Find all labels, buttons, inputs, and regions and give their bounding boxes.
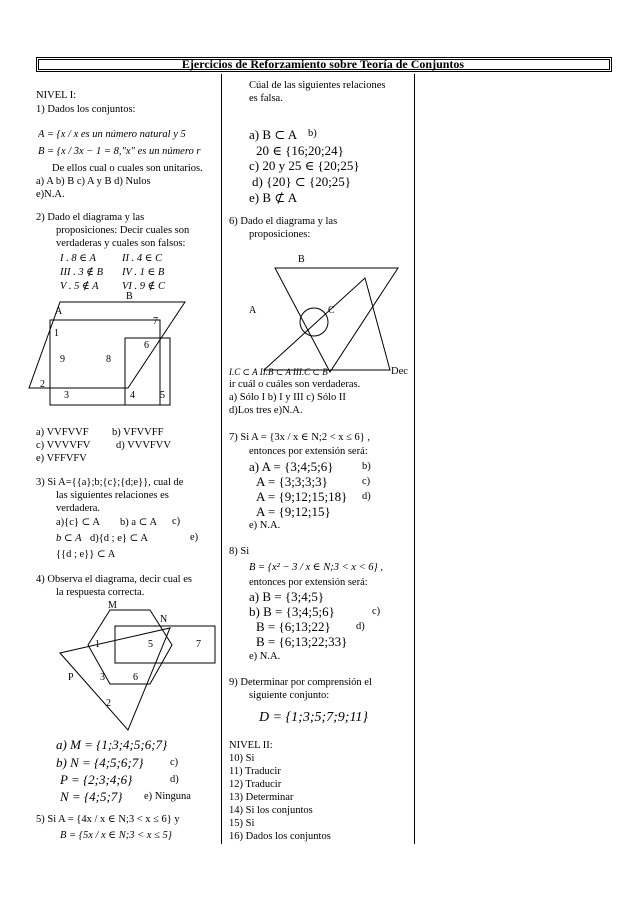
column-divider-left <box>221 74 222 844</box>
q6-propositions: I.C ⊂ A II.B ⊂ A III.C ⊂ B <box>229 367 328 377</box>
q2-heading-3: verdaderas y cuales son falsos: <box>56 238 186 249</box>
q7-option-b: A = {3;3;3;3} <box>256 474 328 489</box>
q2-venn-diagram <box>30 290 220 410</box>
q2-option-c: c) VVVVFV <box>36 440 91 451</box>
q8-option-d-label: d) <box>356 621 365 632</box>
n-6: 6 <box>133 672 138 683</box>
q5-cont-1: Cúal de las siguientes relaciones <box>249 80 386 91</box>
q5-option-c: c) 20 y 25 ∈ {20;25} <box>249 158 360 173</box>
q7-option-d-label: d) <box>362 491 371 502</box>
q5-option-b-label: b) <box>308 128 317 139</box>
q4-venn-diagram <box>60 598 220 738</box>
n-3: 3 <box>64 390 69 401</box>
set-b-triangle <box>275 268 398 372</box>
q1-question: De ellos cual o cuales son unitarios. <box>52 163 203 174</box>
q1-set-a: A = {x / x es un número natural y 5 <box>38 129 186 140</box>
q8-option-a: a) B = {3;4;5} <box>249 589 325 604</box>
nivel2-heading: NIVEL II: <box>229 740 273 751</box>
label-c: C <box>328 305 335 316</box>
q7-option-d: A = {9;12;15} <box>256 504 331 519</box>
page-title: Ejercicios de Reforzamiento sobre Teoría de Conjuntos <box>181 57 465 71</box>
nivel2-item-15: 15) Si <box>229 818 255 829</box>
set-a-triangle <box>264 278 390 370</box>
label-b: B <box>298 254 305 265</box>
n-3: 3 <box>100 672 105 683</box>
n-9: 9 <box>60 354 65 365</box>
q2-option-d: d) VVVFVV <box>116 440 171 451</box>
nivel2-item-10: 10) Si <box>229 753 255 764</box>
q3-option-c-label: c) <box>172 516 181 527</box>
q2-prop-6: VI . 9 ∉ C <box>122 281 166 292</box>
q8-option-b: b) B = {3;4;5;6} <box>249 604 335 619</box>
q4-option-d-label: d) <box>170 774 179 785</box>
column-divider-right <box>414 74 415 844</box>
label-a: A <box>55 306 63 317</box>
q8-option-d: B = {6;13;22;33} <box>256 634 348 649</box>
q2-prop-2: II . 4 ∈ C <box>122 253 163 264</box>
q6-options-2: d)Los tres e)N.A. <box>229 405 303 416</box>
q7-option-b-label: b) <box>362 461 371 472</box>
q6-heading-2: proposiciones: <box>249 229 311 240</box>
q7-option-c: A = {9;12;15;18} <box>256 489 348 504</box>
q4-heading-1: 4) Observa el diagrama, decir cual es <box>36 574 192 585</box>
n-6: 6 <box>144 340 149 351</box>
q2-prop-3: III . 3 ∉ B <box>60 267 104 278</box>
q2-heading-1: 2) Dado el diagrama y las <box>36 212 145 223</box>
q4-option-c: P = {2;3;4;6} <box>60 772 133 787</box>
q6-dec: Dec <box>391 366 408 377</box>
q6-heading-1: 6) Dado el diagrama y las <box>229 216 338 227</box>
q6-venn-diagram <box>240 250 410 385</box>
nivel2-item-11: 11) Traducir <box>229 766 281 777</box>
q5-cont-2: es falsa. <box>249 93 283 104</box>
q5-line-2: B = {5x / x ∈ N;3 < x ≤ 5} <box>60 830 172 841</box>
q9-heading-1: 9) Determinar por comprensión el <box>229 677 372 688</box>
set-b-parallelogram <box>29 302 185 388</box>
q5-option-b: 20 ∈ {16;20;24} <box>256 143 344 158</box>
q5-line-1: 5) Si A = {4x / x ∈ N;3 < x ≤ 6} y <box>36 814 180 825</box>
q3-option-c: b ⊂ A <box>56 533 82 544</box>
q2-prop-4: IV . 1 ∈ B <box>122 267 165 278</box>
label-p: P <box>68 672 74 683</box>
q3-heading-2: las siguientes relaciones es <box>56 490 169 501</box>
q5-option-e: e) B ⊄ A <box>249 190 298 205</box>
q7-option-e: e) N.A. <box>249 520 281 531</box>
q3-option-a: a){c} ⊂ A <box>56 517 100 528</box>
nivel2-item-14: 14) Si los conjuntos <box>229 805 313 816</box>
q9-set: D = {1;3;5;7;9;11} <box>259 710 369 725</box>
q3-heading-1: 3) Si A={{a};b;{c};{d;e}}, cual de <box>36 477 184 488</box>
q3-heading-3: verdadera. <box>56 503 101 514</box>
q7-sub: entonces por extensión será: <box>249 446 368 457</box>
nivel-heading: NIVEL I: <box>36 90 77 101</box>
q1-heading: 1) Dados los conjuntos: <box>36 104 136 115</box>
q6-options: a) Sólo I b) I y III c) Sólo II <box>229 392 346 403</box>
q2-option-e: e) VFFVFV <box>36 453 87 464</box>
q2-option-b: b) VFVVFF <box>112 427 164 438</box>
q4-option-a: a) M = {1;3;4;5;6;7} <box>56 737 168 752</box>
n-2: 2 <box>106 698 111 709</box>
q8-option-e: e) N.A. <box>249 651 281 662</box>
n-2: 2 <box>40 379 45 390</box>
n-7: 7 <box>196 639 201 650</box>
q1-options: a) A b) B c) A y B d) Nulos <box>36 176 151 187</box>
q4-option-b: b) N = {4;5;6;7} <box>56 755 144 770</box>
nivel2-item-12: 12) Traducir <box>229 779 282 790</box>
q4-option-c-label: c) <box>170 757 179 768</box>
q8-heading: 8) Si <box>229 546 250 557</box>
label-a: A <box>249 305 257 316</box>
q1-set-b: B = {x / 3x − 1 = 8,"x" es un número r <box>38 146 201 157</box>
q3-option-e: {{d ; e}} ⊂ A <box>56 549 116 560</box>
q7-heading: 7) Si A = {3x / x ∈ N;2 < x ≤ 6} , <box>229 432 371 443</box>
q6-line-2: ir cuál o cuáles son verdaderas. <box>229 379 361 390</box>
n-1: 1 <box>95 639 100 650</box>
q2-heading-2: proposiciones: Decir cuales son <box>56 225 190 236</box>
label-b: B <box>126 291 133 302</box>
q9-heading-2: siguiente conjunto: <box>249 690 330 701</box>
q4-heading-2: la respuesta correcta. <box>56 587 145 598</box>
label-n: N <box>160 614 168 625</box>
q3-option-b: b) a ⊂ A <box>120 517 158 528</box>
q3-option-d: d){d ; e} ⊂ A <box>90 533 148 544</box>
q8-option-c-label: c) <box>372 606 381 617</box>
q2-option-a: a) VVFVVF <box>36 427 89 438</box>
n-1: 1 <box>54 328 59 339</box>
q8-sub: entonces por extensión será: <box>249 577 368 588</box>
q2-prop-5: V . 5 ∉ A <box>60 281 99 292</box>
n-5: 5 <box>148 639 153 650</box>
q1-options-e: e)N.A. <box>36 189 65 200</box>
q2-prop-1: I . 8 ∈ A <box>60 253 96 264</box>
nivel2-item-13: 13) Determinar <box>229 792 294 803</box>
q5-option-d: d) {20} ⊂ {20;25} <box>252 174 352 189</box>
q7-option-c-label: c) <box>362 476 371 487</box>
n-5: 5 <box>160 390 165 401</box>
q7-option-a: a) A = {3;4;5;6} <box>249 459 334 474</box>
set-c-circle <box>300 308 328 336</box>
q4-option-d: N = {4;5;7} <box>60 789 123 804</box>
n-7: 7 <box>153 316 158 327</box>
n-4: 4 <box>130 390 135 401</box>
n-8: 8 <box>106 354 111 365</box>
q8-option-c: B = {6;13;22} <box>256 619 331 634</box>
q3-option-e-label: e) <box>190 532 199 543</box>
q5-option-a: a) B ⊂ A <box>249 127 298 142</box>
q8-set: B = {x² − 3 / x ∈ N;3 < x < 6} , <box>249 562 383 573</box>
q4-option-e: e) Ninguna <box>144 791 191 802</box>
label-m: M <box>108 600 117 611</box>
nivel2-item-16: 16) Dados los conjuntos <box>229 831 331 842</box>
